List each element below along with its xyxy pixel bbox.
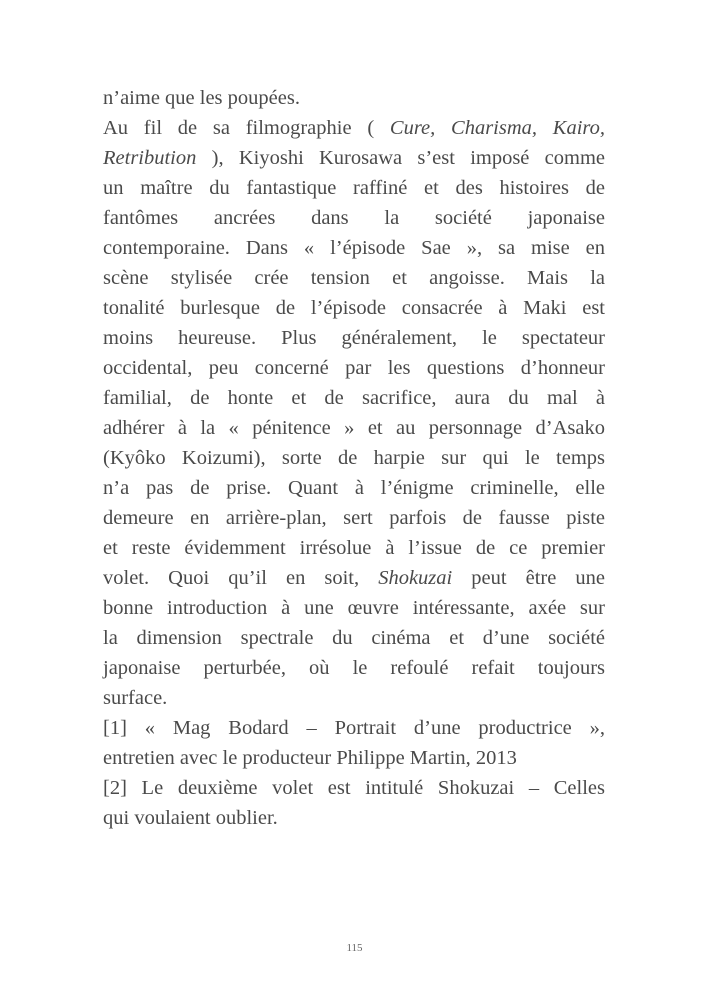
footnote-1-line-1: [1] « Mag Bodard – Portrait d’une productrice »,: [103, 717, 605, 739]
footnote-1-line-2: entretien avec le producteur Philippe Martin, 2013: [103, 747, 517, 769]
text-line: Retribution ), Kiyoshi Kurosawa s’est imposé comme: [103, 147, 605, 169]
text-line: familial, de honte et de sacrifice, aura du mal à: [103, 387, 605, 409]
text-line: scène stylisée crée tension et angoisse. Mais la: [103, 267, 605, 289]
page-number: 115: [346, 942, 363, 954]
text-line: et reste évidemment irrésolue à l’issue de ce premier: [103, 537, 605, 559]
text-line: un maître du fantastique raffiné et des histoires de: [103, 177, 605, 199]
text-line: la dimension spectrale du cinéma et d’une société: [103, 627, 605, 649]
text-line: occidental, peu concerné par les questions d’honneur: [103, 357, 605, 379]
body-text: [103, 83, 605, 833]
text-line: surface.: [103, 687, 168, 709]
text-line: fantômes ancrées dans la société japonaise: [103, 207, 605, 229]
text-line: tonalité burlesque de l’épisode consacrée à Maki est: [103, 297, 605, 319]
film-titles: Cure, Charisma, Kairo,: [389, 117, 605, 139]
text-line: Au fil de sa filmographie ( Cure, Charisma, Kairo,: [103, 117, 605, 139]
footnote-2-line-1: [2] Le deuxième volet est intitulé Shokuzai – Celles: [103, 777, 605, 799]
film-title-retribution: Retribution: [103, 147, 197, 169]
text-line: contemporaine. Dans « l’épisode Sae », sa mise en: [103, 237, 605, 259]
film-title-shokuzai: Shokuzai: [378, 567, 453, 589]
text-line: bonne introduction à une œuvre intéressante, axée sur: [103, 597, 605, 619]
text-line: n’aime que les poupées.: [103, 87, 300, 109]
footnote-2-line-2: qui voulaient oublier.: [103, 807, 278, 829]
text-line: adhérer à la « pénitence » et au personnage d’Asako: [103, 417, 605, 439]
text-line: (Kyôko Koizumi), sorte de harpie sur qui le temps: [103, 447, 605, 469]
text-line: demeure en arrière-plan, sert parfois de fausse piste: [103, 507, 605, 529]
text-line: n’a pas de prise. Quant à l’énigme criminelle, elle: [103, 477, 605, 499]
text-line: volet. Quoi qu’il en soit, Shokuzai peut être une: [103, 567, 605, 589]
text-line: japonaise perturbée, où le refoulé refait toujours: [103, 657, 605, 679]
text-line: moins heureuse. Plus généralement, le spectateur: [103, 327, 605, 349]
